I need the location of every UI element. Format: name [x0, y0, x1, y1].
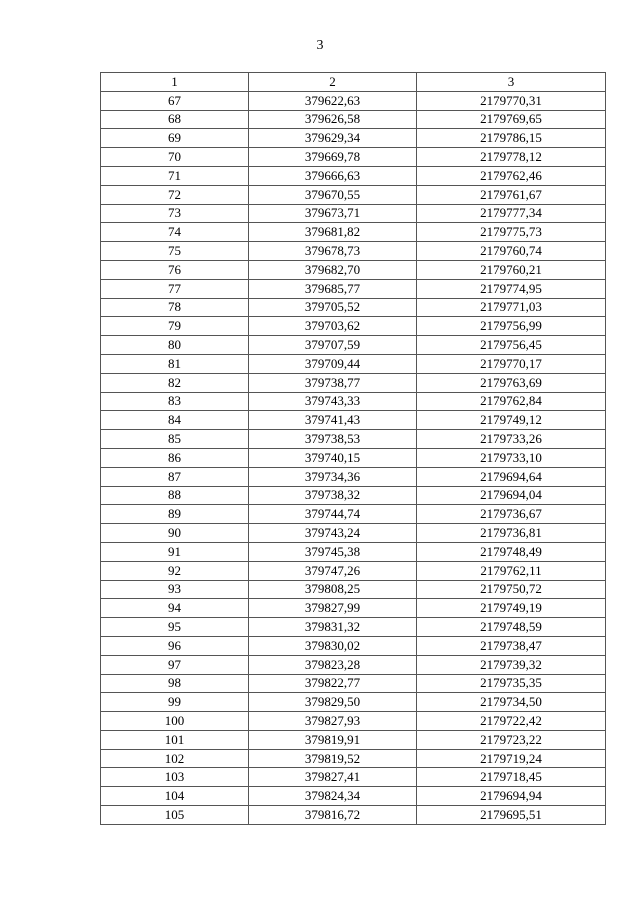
cell-x: 379819,52: [249, 749, 417, 768]
cell-point-number: 99: [101, 693, 249, 712]
cell-x: 379622,63: [249, 91, 417, 110]
table-row: [101, 110, 606, 129]
cell-x: 379743,24: [249, 524, 417, 543]
cell-y: 2179695,51: [417, 806, 606, 825]
header-row: [101, 73, 606, 92]
cell-point-number: 77: [101, 279, 249, 298]
cell-y: 2179761,67: [417, 185, 606, 204]
cell-point-number: 87: [101, 467, 249, 486]
header-cell-point-number: 1: [101, 73, 249, 92]
table-row: [101, 279, 606, 298]
table-row: [101, 712, 606, 731]
cell-x: 379743,33: [249, 392, 417, 411]
table-row: [101, 185, 606, 204]
cell-point-number: 74: [101, 223, 249, 242]
table-row: [101, 674, 606, 693]
table-row: [101, 599, 606, 618]
cell-x: 379819,91: [249, 730, 417, 749]
cell-x: 379824,34: [249, 787, 417, 806]
cell-x: 379738,77: [249, 373, 417, 392]
cell-x: 379682,70: [249, 260, 417, 279]
cell-y: 2179723,22: [417, 730, 606, 749]
cell-point-number: 72: [101, 185, 249, 204]
table-row: [101, 411, 606, 430]
cell-y: 2179762,46: [417, 166, 606, 185]
cell-point-number: 71: [101, 166, 249, 185]
cell-y: 2179748,59: [417, 618, 606, 637]
table-row: [101, 636, 606, 655]
cell-x: 379626,58: [249, 110, 417, 129]
table-row: [101, 580, 606, 599]
cell-x: 379827,99: [249, 599, 417, 618]
table-row: [101, 336, 606, 355]
cell-x: 379829,50: [249, 693, 417, 712]
header-cell-x: 2: [249, 73, 417, 92]
cell-point-number: 83: [101, 392, 249, 411]
cell-x: 379670,55: [249, 185, 417, 204]
coordinates-table: [100, 72, 606, 825]
cell-point-number: 89: [101, 505, 249, 524]
cell-y: 2179756,45: [417, 336, 606, 355]
cell-y: 2179749,12: [417, 411, 606, 430]
cell-x: 379738,53: [249, 430, 417, 449]
cell-x: 379823,28: [249, 655, 417, 674]
table-row: [101, 373, 606, 392]
cell-point-number: 76: [101, 260, 249, 279]
cell-point-number: 105: [101, 806, 249, 825]
table-row: [101, 204, 606, 223]
cell-point-number: 102: [101, 749, 249, 768]
cell-y: 2179769,65: [417, 110, 606, 129]
cell-x: 379707,59: [249, 336, 417, 355]
cell-point-number: 80: [101, 336, 249, 355]
cell-y: 2179775,73: [417, 223, 606, 242]
cell-point-number: 95: [101, 618, 249, 637]
cell-y: 2179770,17: [417, 354, 606, 373]
cell-y: 2179733,26: [417, 430, 606, 449]
cell-x: 379822,77: [249, 674, 417, 693]
cell-y: 2179777,34: [417, 204, 606, 223]
cell-x: 379827,41: [249, 768, 417, 787]
table-row: [101, 260, 606, 279]
table-row: [101, 542, 606, 561]
cell-y: 2179734,50: [417, 693, 606, 712]
cell-y: 2179718,45: [417, 768, 606, 787]
cell-y: 2179763,69: [417, 373, 606, 392]
cell-point-number: 96: [101, 636, 249, 655]
table-row: [101, 486, 606, 505]
cell-point-number: 85: [101, 430, 249, 449]
cell-point-number: 82: [101, 373, 249, 392]
cell-y: 2179760,74: [417, 242, 606, 261]
table-row: [101, 561, 606, 580]
table-row: [101, 392, 606, 411]
cell-x: 379678,73: [249, 242, 417, 261]
header-cell-y: 3: [417, 73, 606, 92]
cell-x: 379703,62: [249, 317, 417, 336]
table-body: [101, 91, 606, 824]
table-row: [101, 223, 606, 242]
cell-x: 379673,71: [249, 204, 417, 223]
cell-point-number: 84: [101, 411, 249, 430]
cell-x: 379830,02: [249, 636, 417, 655]
cell-x: 379831,32: [249, 618, 417, 637]
cell-point-number: 101: [101, 730, 249, 749]
cell-x: 379738,32: [249, 486, 417, 505]
cell-y: 2179760,21: [417, 260, 606, 279]
cell-x: 379744,74: [249, 505, 417, 524]
cell-point-number: 98: [101, 674, 249, 693]
table-row: [101, 298, 606, 317]
cell-y: 2179748,49: [417, 542, 606, 561]
table-row: [101, 524, 606, 543]
table-row: [101, 693, 606, 712]
table-row: [101, 166, 606, 185]
cell-y: 2179694,64: [417, 467, 606, 486]
table-row: [101, 129, 606, 148]
cell-point-number: 93: [101, 580, 249, 599]
table-row: [101, 317, 606, 336]
cell-x: 379740,15: [249, 448, 417, 467]
cell-point-number: 88: [101, 486, 249, 505]
cell-y: 2179694,94: [417, 787, 606, 806]
cell-point-number: 103: [101, 768, 249, 787]
cell-y: 2179733,10: [417, 448, 606, 467]
cell-x: 379685,77: [249, 279, 417, 298]
cell-point-number: 67: [101, 91, 249, 110]
cell-point-number: 92: [101, 561, 249, 580]
cell-y: 2179762,11: [417, 561, 606, 580]
cell-x: 379666,63: [249, 166, 417, 185]
cell-point-number: 94: [101, 599, 249, 618]
table-row: [101, 749, 606, 768]
cell-y: 2179778,12: [417, 148, 606, 167]
cell-point-number: 78: [101, 298, 249, 317]
cell-x: 379681,82: [249, 223, 417, 242]
table-row: [101, 448, 606, 467]
table-row: [101, 242, 606, 261]
cell-point-number: 79: [101, 317, 249, 336]
cell-y: 2179736,81: [417, 524, 606, 543]
cell-point-number: 81: [101, 354, 249, 373]
cell-point-number: 68: [101, 110, 249, 129]
cell-y: 2179739,32: [417, 655, 606, 674]
table-row: [101, 655, 606, 674]
cell-point-number: 69: [101, 129, 249, 148]
cell-point-number: 86: [101, 448, 249, 467]
table-row: [101, 806, 606, 825]
cell-y: 2179694,04: [417, 486, 606, 505]
table-row: [101, 730, 606, 749]
table-row: [101, 91, 606, 110]
cell-point-number: 91: [101, 542, 249, 561]
cell-point-number: 70: [101, 148, 249, 167]
table-row: [101, 148, 606, 167]
cell-x: 379705,52: [249, 298, 417, 317]
cell-x: 379827,93: [249, 712, 417, 731]
cell-y: 2179719,24: [417, 749, 606, 768]
table-row: [101, 430, 606, 449]
table-row: [101, 354, 606, 373]
table-row: [101, 467, 606, 486]
cell-x: 379745,38: [249, 542, 417, 561]
cell-x: 379629,34: [249, 129, 417, 148]
cell-y: 2179722,42: [417, 712, 606, 731]
cell-point-number: 73: [101, 204, 249, 223]
cell-y: 2179749,19: [417, 599, 606, 618]
table-row: [101, 505, 606, 524]
cell-y: 2179786,15: [417, 129, 606, 148]
cell-x: 379669,78: [249, 148, 417, 167]
cell-x: 379709,44: [249, 354, 417, 373]
cell-point-number: 90: [101, 524, 249, 543]
cell-point-number: 104: [101, 787, 249, 806]
table-row: [101, 768, 606, 787]
cell-y: 2179738,47: [417, 636, 606, 655]
cell-y: 2179756,99: [417, 317, 606, 336]
cell-x: 379747,26: [249, 561, 417, 580]
cell-y: 2179750,72: [417, 580, 606, 599]
cell-x: 379816,72: [249, 806, 417, 825]
table-header: [101, 73, 606, 92]
cell-point-number: 100: [101, 712, 249, 731]
cell-x: 379741,43: [249, 411, 417, 430]
cell-point-number: 75: [101, 242, 249, 261]
cell-y: 2179735,35: [417, 674, 606, 693]
cell-x: 379734,36: [249, 467, 417, 486]
cell-y: 2179736,67: [417, 505, 606, 524]
cell-y: 2179771,03: [417, 298, 606, 317]
cell-y: 2179762,84: [417, 392, 606, 411]
cell-point-number: 97: [101, 655, 249, 674]
cell-y: 2179770,31: [417, 91, 606, 110]
page-number: 3: [316, 38, 324, 53]
table-row: [101, 618, 606, 637]
cell-x: 379808,25: [249, 580, 417, 599]
cell-y: 2179774,95: [417, 279, 606, 298]
table-row: [101, 787, 606, 806]
